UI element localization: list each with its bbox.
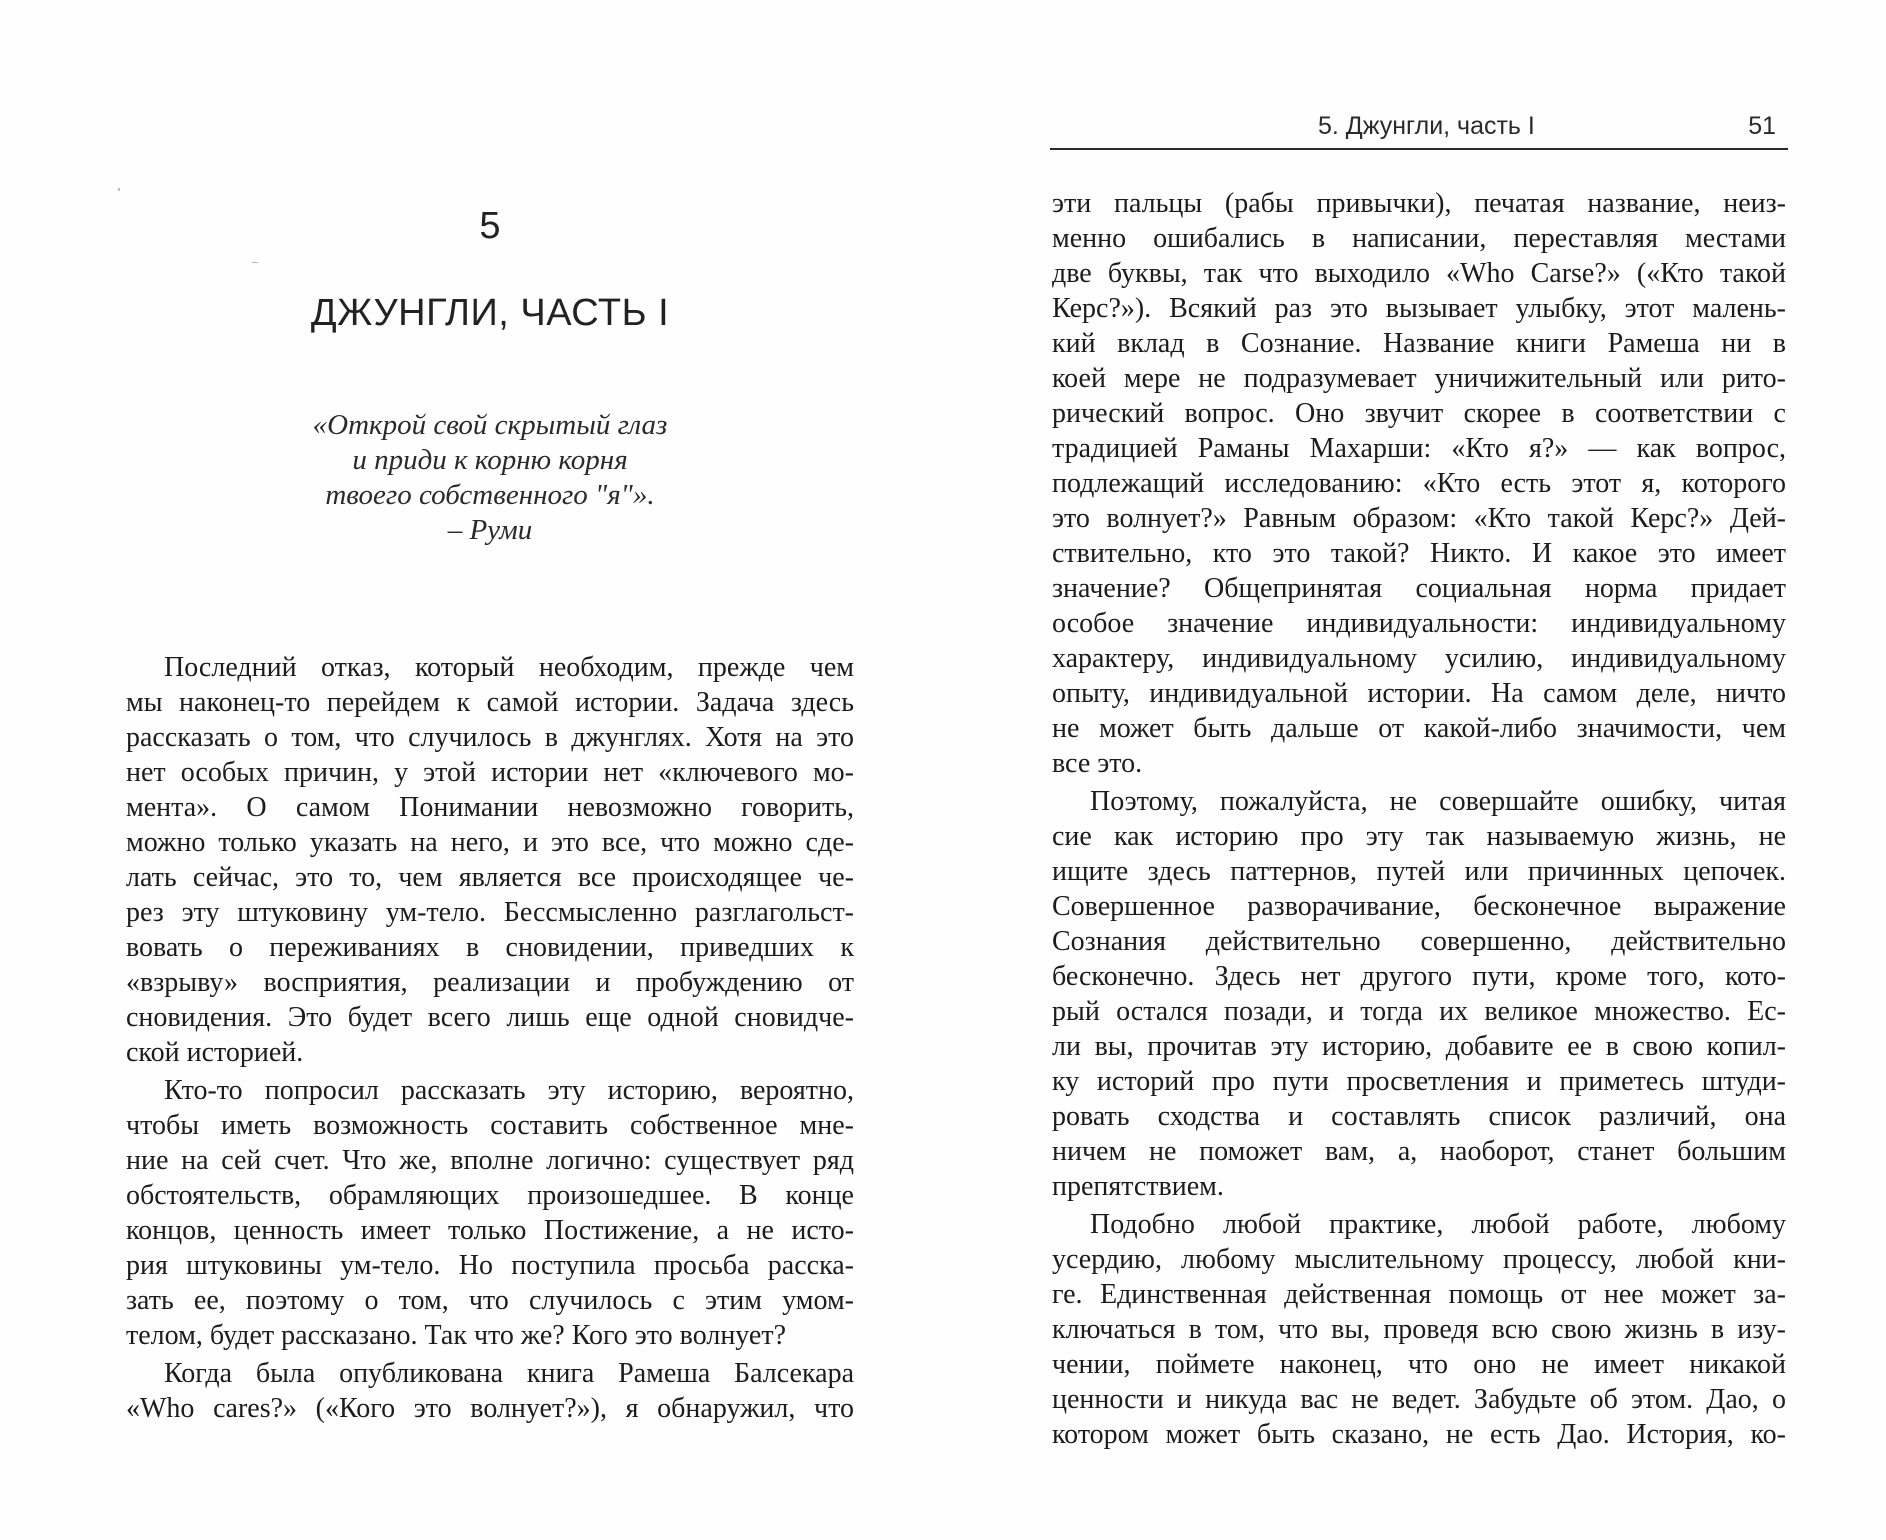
text-line: ской историей. (126, 1037, 304, 1068)
left-body-text (126, 650, 854, 1426)
text-line: ние на сей счет. Что же, вполне логично: существует ряд (126, 1145, 854, 1176)
text-line: Поэтому, пожалуйста, не совершайте ошибку, читая (1090, 786, 1786, 817)
text-line: опыту, индивидуальной истории. На самом деле, ничто (1052, 678, 1786, 709)
paragraph (1052, 186, 1786, 781)
text-line: ключаться в том, что вы, проведя всю свою жизнь в изу- (1052, 1314, 1786, 1345)
text-line: Сознания действительно совершенно, действительно (1052, 926, 1786, 957)
text-line: рез эту штуковину ум-тело. Бессмысленно разглагольст- (126, 897, 854, 928)
right-page (1050, 0, 1788, 1540)
text-line: Совершенное разворачивание, бесконечное выражение (1052, 891, 1786, 922)
text-line: мы наконец-то перейдем к самой истории. Задача здесь (126, 687, 854, 718)
text-line: две буквы, так что выходило «Who Carse?» («Кто такой (1052, 258, 1786, 289)
page-number: 51 (1748, 112, 1776, 140)
text-line: особое значение индивидуальности: индивидуальному (1052, 608, 1786, 639)
text-line: Кто-то попросил рассказать эту историю, вероятно, (164, 1075, 854, 1106)
text-line: вовать о переживаниях в сновидении, приведших к (126, 932, 854, 963)
text-line: можно только указать на него, и это все, что можно сде- (126, 827, 854, 858)
text-line: рия штуковины ум-тело. Но поступила просьба расска- (126, 1250, 854, 1281)
text-line: сновидения. Это будет всего лишь еще одной сновидче- (126, 1002, 854, 1033)
text-line: рассказать о том, что случилось в джунглях. Хотя на это (126, 722, 854, 753)
text-line: Когда была опубликована книга Рамеша Балсекара (164, 1358, 854, 1389)
running-head (1050, 104, 1788, 150)
epigraph-attribution: – Руми (447, 514, 533, 546)
text-line: сие как историю про эту так называемую жизнь, не (1052, 821, 1786, 852)
text-line: кий вклад в Сознание. Название книги Рамеша ни в (1052, 328, 1786, 359)
text-line: все это. (1052, 748, 1143, 779)
text-line: телом, будет рассказано. Так что же? Кого это волнует? (126, 1320, 787, 1351)
text-line: концов, ценность имеет только Постижение, а не исто- (126, 1215, 854, 1246)
text-line: традицией Раманы Махарши: «Кто я?» — как вопрос, (1052, 433, 1786, 464)
text-line: это волнует?» Равным образом: «Кто такой Керс?» Дей- (1052, 503, 1786, 534)
text-line: бесконечно. Здесь нет другого пути, кроме того, кото- (1052, 961, 1786, 992)
text-line: эти пальцы (рабы привычки), печатая название, неиз- (1052, 188, 1786, 219)
text-line: чении, поймете наконец, что оно не имеет никакой (1052, 1349, 1786, 1380)
paragraph (126, 650, 854, 1070)
text-line: рический вопрос. Оно звучит скорее в соответствии с (1052, 398, 1786, 429)
text-line: «Who cares?» («Кого это волнует?»), я обнаружил, что (126, 1393, 854, 1424)
paragraph (1052, 784, 1786, 1204)
text-line: рый остался позади, и тогда их великое множество. Ес- (1052, 996, 1786, 1027)
epigraph (120, 408, 860, 548)
epigraph-line: «Открой свой скрытый глаз (312, 409, 668, 441)
text-line: Подобно любой практике, любой работе, любому (1090, 1209, 1786, 1240)
text-line: ку историй про пути просветления и приметесь штуди- (1052, 1066, 1786, 1097)
epigraph-line: твоего собственного "я"». (325, 479, 655, 511)
text-line: ищите здесь паттернов, путей или причинных цепочек. (1052, 856, 1786, 887)
text-line: ценности и никуда вас не ведет. Забудьте об этом. Дао, о (1052, 1384, 1786, 1415)
text-line: зать ее, поэтому о том, что случилось с этим умом- (126, 1285, 854, 1316)
text-line: ли вы, прочитав эту историю, добавите ее в свою копил- (1052, 1031, 1786, 1062)
text-line: Последний отказ, который необходим, прежде чем (164, 652, 854, 683)
text-line: чтобы иметь возможность составить собственное мне- (126, 1110, 854, 1141)
text-line: коей мере не подразумевает уничижительный или рито- (1052, 363, 1786, 394)
chapter-title: ДЖУНГЛИ, ЧАСТЬ I (310, 292, 670, 334)
text-line: Керс?»). Всякий раз это вызывает улыбку, этот малень- (1052, 293, 1786, 324)
paragraph (126, 1073, 854, 1353)
text-line: обстоятельств, обрамляющих произошедшее. В конце (126, 1180, 854, 1211)
text-line: не может быть дальше от какой-либо значимости, чем (1052, 713, 1786, 744)
chapter-number: 5 (479, 205, 501, 247)
text-line: ге. Единственная действенная помощь от нее может за- (1052, 1279, 1786, 1310)
print-speck (252, 262, 258, 263)
right-body-text (1052, 186, 1786, 1452)
text-line: характеру, индивидуальному усилию, индивидуальному (1052, 643, 1786, 674)
text-line: ствительно, кто это такой? Никто. И какое это имеет (1052, 538, 1786, 569)
running-head-title: 5. Джунгли, часть I (1318, 112, 1535, 140)
text-line: препятствием. (1052, 1171, 1224, 1202)
text-line: ровать сходства и составлять список различий, она (1052, 1101, 1786, 1132)
epigraph-line: и приди к корню корня (352, 444, 628, 476)
text-line: значение? Общепринятая социальная норма придает (1052, 573, 1786, 604)
text-line: усердию, любому мыслительному процессу, любой кни- (1052, 1244, 1786, 1275)
left-page (120, 0, 860, 1540)
text-line: подлежащий исследованию: «Кто есть этот я, которого (1052, 468, 1786, 499)
paragraph (126, 1356, 854, 1426)
text-line: «взрыву» восприятия, реализации и пробуждению от (126, 967, 854, 998)
text-line: нет особых причин, у этой истории нет «ключевого мо- (126, 757, 854, 788)
text-line: лать сейчас, это то, чем является все происходящее че- (126, 862, 854, 893)
paragraph (1052, 1207, 1786, 1452)
text-line: ничем не поможет вам, а, наоборот, станет большим (1052, 1136, 1786, 1167)
text-line: мента». О самом Понимании невозможно говорить, (126, 792, 854, 823)
text-line: котором может быть сказано, не есть Дао. История, ко- (1052, 1419, 1786, 1450)
print-speck (118, 188, 120, 191)
text-line: менно ошибались в написании, переставляя местами (1052, 223, 1786, 254)
